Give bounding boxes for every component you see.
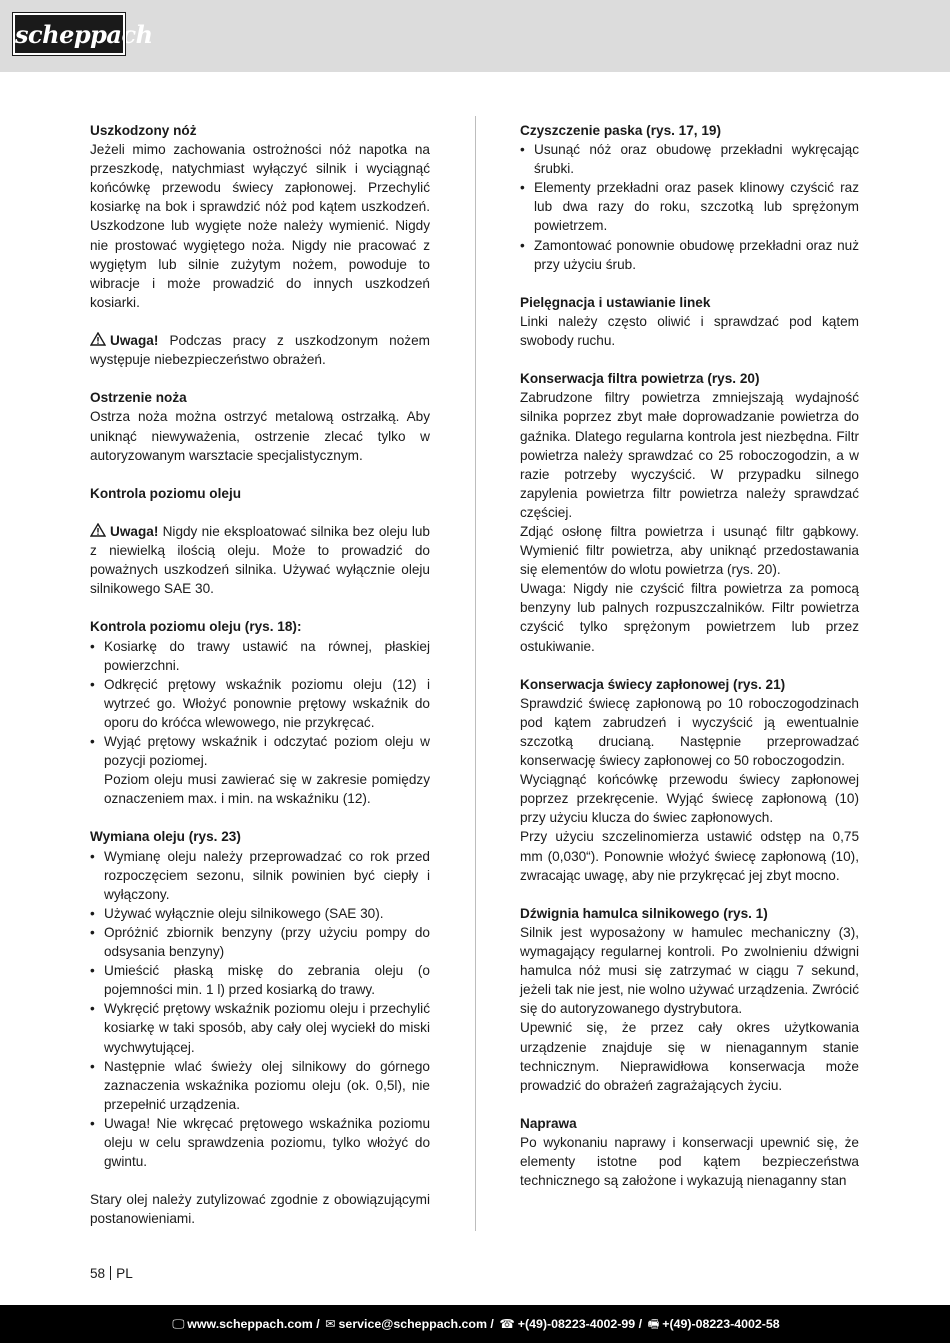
monitor-icon: 🖵 xyxy=(172,1317,185,1331)
list-item: • Wymianę oleju należy przeprowadzać co rok przed rozpoczęciem sezonu, silnik powinien być ciepły i wyłączony. xyxy=(90,847,430,904)
list-item: • Zamontować ponownie obudowę przekładni oraz nuż przy użyciu śrub. xyxy=(520,236,859,274)
section-heading: Czyszczenie paska (rys. 17, 19) xyxy=(520,123,721,138)
section-air-filter xyxy=(520,369,859,655)
section-text: Sprawdzić świecę zapłonową po 10 roboczogodzinach pod kątem zabrudzeń i wyczyścić ją ewentualnie szczotką drucianą. Następnie przeprowadzać konserwację świecy zapłonowej co 50 roboczogodzin. xyxy=(520,695,859,769)
left-column xyxy=(90,121,430,1228)
section-heading: Pielęgnacja i ustawianie linek xyxy=(520,294,711,310)
section-sharpening xyxy=(90,388,430,464)
section-text: Zabrudzone filtry powietrza zmniejszają wydajność silnika poprzez zbyt małe doprowadzanie powietrza do gaźnika. Dlatego regularna kontrola jest niezbędna. Filtr powietrza należy sprawdzać co 25 roboczogodzin, a w razie potrzeby wyczyścić. W przypadku silnego zapylenia powietrza filtr powietrza należy sprawdzać częściej. xyxy=(520,390,859,520)
section-heading: Wymiana oleju (rys. 23) xyxy=(90,829,241,845)
section-oil-level-control-fig xyxy=(90,617,430,808)
footer-phone: +(49)-08223-4002-99 xyxy=(517,1317,636,1331)
warning-triangle-icon xyxy=(90,332,106,346)
warning-label: Uwaga! xyxy=(110,333,159,349)
section-heading: Kontrola poziomu oleju xyxy=(90,485,242,501)
page-number xyxy=(90,1265,133,1283)
warning-paragraph xyxy=(90,331,430,369)
warning-oil xyxy=(90,522,430,598)
section-damaged-blade xyxy=(90,121,430,312)
section-cables xyxy=(520,293,859,350)
page-number-value: 58 xyxy=(90,1266,106,1281)
section-heading: Ostrzenie noża xyxy=(90,390,187,406)
list-item: • Uwaga! Nie wkręcać prętowego wskaźnika poziomu oleju w celu sprawdzenia poziomu, tylko włożyć do gwintu. xyxy=(90,1114,430,1171)
list-item: • Opróżnić zbiornik benzyny (przy użyciu pompy do odsysania benzyny) xyxy=(90,923,430,961)
section-spark-plug xyxy=(520,675,859,885)
section-heading: Konserwacja świecy zapłonowej (rys. 21) xyxy=(520,676,786,692)
section-oil-level-control xyxy=(90,484,430,503)
list-item-text: Wyjąć prętowy wskaźnik i odczytać poziom oleju w pozycji poziomej. xyxy=(104,734,430,769)
section-text: Silnik jest wyposażony w hamulec mechaniczny (3), wymagający regularnej kontroli. Po zwolnieniu dźwigni hamulca nóż musi się zatrzymać w ciągu 7 sekund, jeżeli tak nie jest, nie wolno używać urządzenia. Zwrócić się do autoryzowanego dystrybutora. xyxy=(520,924,859,1017)
section-text: Linki należy często oliwić i sprawdzać pod kątem swobody ruchu. xyxy=(520,313,859,349)
section-oil-change xyxy=(90,827,430,1171)
list-item xyxy=(90,732,430,808)
section-belt-cleaning xyxy=(520,121,859,274)
section-heading: Kontrola poziomu oleju (rys. 18): xyxy=(90,619,302,635)
fax-icon: 🖷 xyxy=(647,1317,660,1331)
list-item: • Używać wyłącznie oleju silnikowego (SAE 30). xyxy=(90,904,430,923)
phone-icon: ☎ xyxy=(499,1317,515,1331)
section-text: Wyciągnąć końcówkę przewodu świecy zapłonowej poprzez przekręcenie. Wyjąć świecę zapłonową (10) przy użyciu klucza do świec zapłonowych. xyxy=(520,772,859,826)
section-text: Jeżeli mimo zachowania ostrożności nóż napotka na przeszkodę, natychmiast wyłączyć silnik i wyciągnąć końcówkę przewodu świecy zapłonowej. Przechylić kosiarkę na bok i sprawdzić nóż pod kątem uszkodzeń. Uszkodzone lub wygięte noże należy wymienić. Nigdy nie prostować wygiętego noża. Nigdy nie pracować z wygiętym lub silnie zużytym nożem, powoduje to wibracje i może prowadzić do innych uszkodzeń kosiarki. xyxy=(90,142,430,310)
contact-footer xyxy=(0,1305,950,1343)
list-item: • Umieścić płaską miskę do zebrania oleju (o pojemności min. 1 l) przed kosiarką do trawy. xyxy=(90,961,430,999)
column-divider xyxy=(475,116,476,1231)
section-text: Po wykonaniu naprawy i konserwacji upewnić się, że elementy istotne pod kątem bezpieczeństwa technicznego są założone i wykazują nienaganny stan xyxy=(520,1134,859,1189)
list-item: • Kosiarkę do trawy ustawić na równej, płaskiej powierzchni. xyxy=(90,637,430,675)
section-brake-lever xyxy=(520,904,859,1095)
section-text: Ostrza noża można ostrzyć metalową ostrzałką. Aby uniknąć niewyważenia, ostrzenie zlecać tylko w autoryzowanym warsztacie specjalistycznym. xyxy=(90,409,430,463)
page-language: PL xyxy=(116,1266,133,1281)
section-text: Upewnić się, że przez cały okres użytkowania urządzenie znajduje się w nienagannym stanie technicznym. Nieprawidłowa konserwacja może prowadzić do obrażeń zagrażających życiu. xyxy=(520,1020,859,1093)
list-item: • Odkręcić prętowy wskaźnik poziomu oleju (12) i wytrzeć go. Włożyć ponownie prętowy wskaźnik do oporu do króćca wlewowego, nie przykręcać. xyxy=(90,675,430,732)
footer-email[interactable]: service@scheppach.com xyxy=(338,1317,487,1331)
footer-fax: +(49)-08223-4002-58 xyxy=(662,1317,780,1331)
section-text: Uwaga: Nigdy nie czyścić filtra powietrza za pomocą benzyny lub palnych rozpuszczalników. Filtr powietrza czyścić tylko sprężonym powietrzem lub przez ostukiwanie. xyxy=(520,581,859,654)
section-heading: Uszkodzony nóż xyxy=(90,123,197,138)
section-text: Stary olej należy zutylizować zgodnie z obowiązującymi postanowieniami. xyxy=(90,1192,430,1227)
section-heading: Naprawa xyxy=(520,1115,577,1131)
list-item-extra: Poziom oleju musi zawierać się w zakresie pomiędzy oznaczeniem max. i min. na wskaźniku (12). xyxy=(104,772,430,807)
list-item: • Następnie wlać świeży olej silnikowy do górnego zaznaczenia wskaźnika poziomu oleju (ok. 0,5l), nie przepełnić urządzenia. xyxy=(90,1057,430,1114)
list-item: • Wykręcić prętowy wskaźnik poziomu oleju i przechylić kosiarkę w taki sposób, aby cały olej wyciekł do miski wychwytującej. xyxy=(90,999,430,1056)
scheppach-logo: scheppach xyxy=(13,13,125,55)
footer-separator: / xyxy=(312,1317,324,1331)
list-item: • Usunąć nóż oraz obudowę przekładni wykręcając śrubki. xyxy=(520,140,859,178)
section-heading: Dźwignia hamulca silnikowego (rys. 1) xyxy=(520,905,768,921)
warning-text: Nigdy nie eksploatować silnika bez oleju lub z niewielką ilością oleju. Może to prowadzić do poważnych uszkodzeń silnika. Używać wyłącznie oleju silnikowego SAE 30. xyxy=(90,523,430,597)
section-disposal xyxy=(90,1190,430,1228)
footer-separator: / xyxy=(635,1317,646,1331)
warning-text: Podczas pracy z uszkodzonym nożem występuje niebezpieczeństwo obrażeń. xyxy=(90,333,430,368)
section-text: Zdjąć osłonę filtra powietrza i usunąć filtr gąbkowy. Wymienić filtr powietrza, aby uniknąć przedostawania się elementów do wlotu powietrza (rys. 20). xyxy=(520,523,859,578)
right-column xyxy=(520,121,859,1190)
mail-icon: ✉ xyxy=(325,1317,336,1331)
footer-website[interactable]: www.scheppach.com xyxy=(187,1317,313,1331)
warning-triangle-icon xyxy=(90,523,106,537)
bullet-list xyxy=(520,140,859,274)
section-repair xyxy=(520,1114,859,1190)
page-number-separator xyxy=(110,1266,111,1280)
warning-damaged-blade xyxy=(90,331,430,369)
list-item: • Elementy przekładni oraz pasek klinowy czyścić raz lub dwa razy do roku, szczotką lub sprężonym powietrzem. xyxy=(520,178,859,235)
warning-paragraph xyxy=(90,522,430,598)
section-heading: Konserwacja filtra powietrza (rys. 20) xyxy=(520,371,760,387)
footer-separator: / xyxy=(486,1317,498,1331)
header-band xyxy=(0,0,950,72)
warning-label: Uwaga! xyxy=(110,523,159,539)
bullet-list xyxy=(90,637,430,809)
section-text: Przy użyciu szczelinomierza ustawić odstęp na 0,75 mm (0,030“). Ponownie włożyć świecę zapłonową (10), zwracając uwagę, aby nie przykręcać jej zbyt mocno. xyxy=(520,829,859,883)
bullet-list xyxy=(90,847,430,1172)
